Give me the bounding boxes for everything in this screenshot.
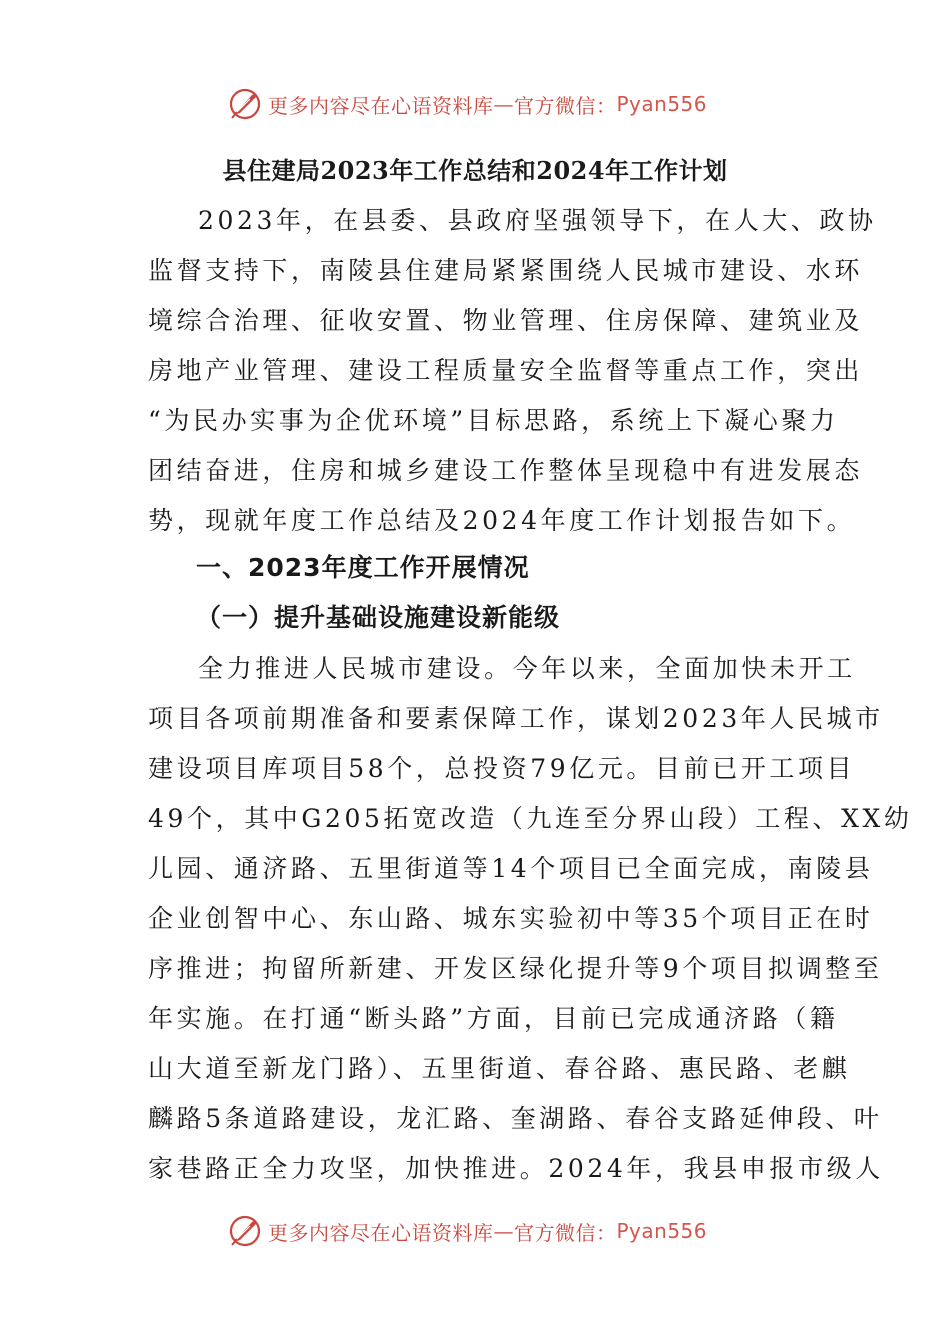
watermark-banner-bottom bbox=[0, 1209, 950, 1253]
paragraph-line: 年实施。在打通“断头路”方面，目前已完成通济路（籍 bbox=[148, 1004, 839, 1033]
paragraph-line: 监督支持下，南陵县住建局紧紧围绕人民城市建设、水环 bbox=[148, 256, 864, 285]
paragraph-line: 团结奋进，住房和城乡建设工作整体呈现稳中有进发展态 bbox=[148, 456, 864, 485]
subsection-heading: （一）提升基础设施建设新能级 bbox=[196, 603, 561, 632]
paragraph-line: 山大道至新龙门路）、五里街道、春谷路、惠民路、老麒 bbox=[148, 1054, 851, 1083]
paragraph-line: 建设项目库项目58个，总投资79亿元。目前已开工项目 bbox=[148, 754, 856, 783]
paragraph-line: 序推进；拘留所新建、开发区绿化提升等9个项目拟调整至 bbox=[148, 954, 883, 983]
watermark-banner-content bbox=[228, 1209, 707, 1253]
watermark-text: 更多内容尽在心语资料库 bbox=[268, 93, 494, 118]
paragraph-line: 家巷路正全力攻坚，加快推进。2024年，我县申报市级人 bbox=[148, 1154, 884, 1183]
paragraph-line: 麟路5条道路建设，龙汇路、奎湖路、春谷支路延伸段、叶 bbox=[148, 1104, 883, 1133]
paragraph-line: 2023年，在县委、县政府坚强领导下，在人大、政协 bbox=[198, 206, 877, 235]
paragraph-line: 项目各项前期准备和要素保障工作，谋划2023年人民城市 bbox=[148, 704, 884, 733]
document-title: 县住建局2023年工作总结和2024年工作计划 bbox=[222, 156, 728, 185]
watermark-separator: — bbox=[493, 1219, 514, 1243]
watermark-account-id: Pyan556 bbox=[616, 92, 708, 116]
intro-paragraph bbox=[148, 196, 877, 546]
quill-logo-icon bbox=[228, 1214, 262, 1248]
paragraph-line: 儿园、通济路、五里街道等14个项目已全面完成，南陵县 bbox=[148, 854, 874, 883]
watermark-text: 更多内容尽在心语资料库 bbox=[268, 1220, 494, 1245]
watermark-official-label: 官方微信： bbox=[514, 93, 617, 118]
watermark-banner-top bbox=[0, 82, 950, 126]
paragraph-line: 房地产业管理、建设工程质量安全监督等重点工作，突出 bbox=[148, 356, 864, 385]
paragraph-line: 企业创智中心、东山路、城东实验初中等35个项目正在时 bbox=[148, 904, 874, 933]
paragraph-line: 势，现就年度工作总结及2024年度工作计划报告如下。 bbox=[148, 506, 856, 535]
paragraph-line: 49个，其中G205拓宽改造（九连至分界山段）工程、XX幼 bbox=[148, 804, 913, 833]
watermark-official-label: 官方微信： bbox=[514, 1220, 617, 1245]
section-heading: 一、2023年度工作开展情况 bbox=[196, 553, 530, 582]
watermark-banner-content bbox=[228, 82, 707, 126]
paragraph-line: 全力推进人民城市建设。今年以来，全面加快未开工 bbox=[198, 654, 856, 683]
watermark-separator: — bbox=[493, 92, 514, 116]
paragraph-line: “为民办实事为企优环境”目标思路，系统上下凝心聚力 bbox=[148, 406, 839, 435]
watermark-account-id: Pyan556 bbox=[616, 1219, 708, 1243]
body-paragraph bbox=[148, 644, 913, 1194]
paragraph-line: 境综合治理、征收安置、物业管理、住房保障、建筑业及 bbox=[148, 306, 864, 335]
quill-logo-icon bbox=[228, 87, 262, 121]
